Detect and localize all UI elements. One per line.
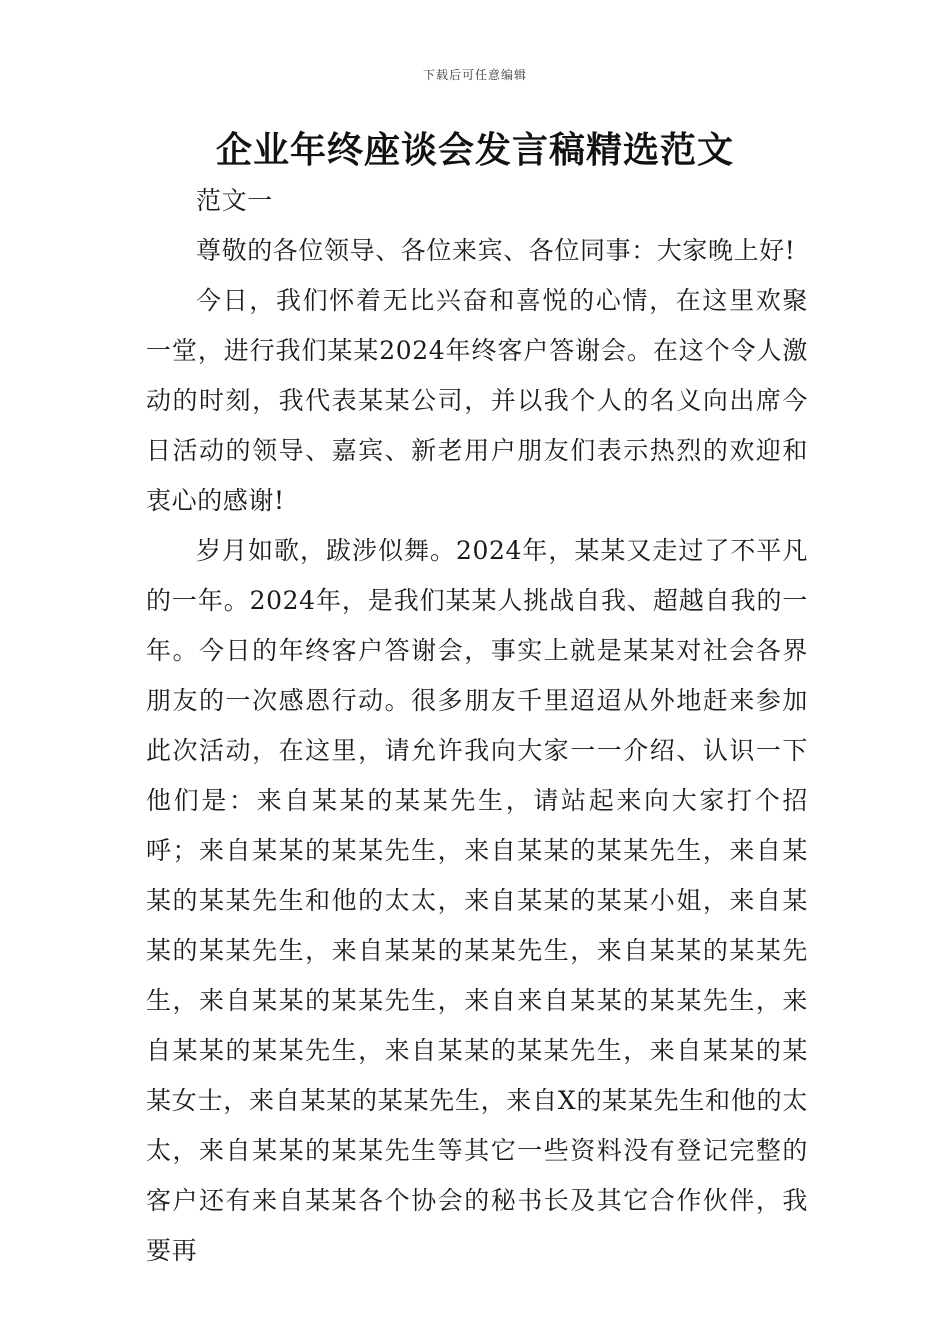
greeting-paragraph: 尊敬的各位领导、各位来宾、各位同事：大家晚上好! (196, 236, 796, 265)
section-label: 范文一 (196, 186, 273, 215)
body-paragraph: 今日，我们怀着无比兴奋和喜悦的心情，在这里欢聚一堂，进行我们某某2024年终客户答谢会。在这个令人激动的时刻，我代表某某公司，并以我个人的名义向出席今日活动的领导、嘉宾、新老用户朋友们表示热烈的欢迎和衷心的感谢! (146, 286, 808, 515)
header-note: 下载后可任意编辑 (422, 68, 527, 82)
document-body (146, 176, 808, 1276)
document-title: 企业年终座谈会发言稿精选范文 (215, 130, 734, 171)
body-paragraph: 岁月如歌，跋涉似舞。2024年，某某又走过了不平凡的一年。2024年，是我们某某人挑战自我、超越自我的一年。今日的年终客户答谢会，事实上就是某某对社会各界朋友的一次感恩行动。很多朋友千里迢迢从外地赶来参加此次活动，在这里，请允许我向大家一一介绍、认识一下他们是：来自某某的某某先生，请站起来向大家打个招呼；来自某某的某某先生，来自某某的某某先生，来自某某的某某先生和他的太太，来自某某的某某小姐，来自某某的某某先生，来自某某的某某先生，来自某某的某某先生，来自某某的某某先生，来自来自某某的某某先生，来自某某的某某先生，来自某某的某某先生，来自某某的某某女士，来自某某的某某先生，来自X的某某先生和他的太太，来自某某的某某先生等其它一些资料没有登记完整的客户还有来自某某各个协会的秘书长及其它合作伙伴，我要再 (146, 536, 808, 1265)
